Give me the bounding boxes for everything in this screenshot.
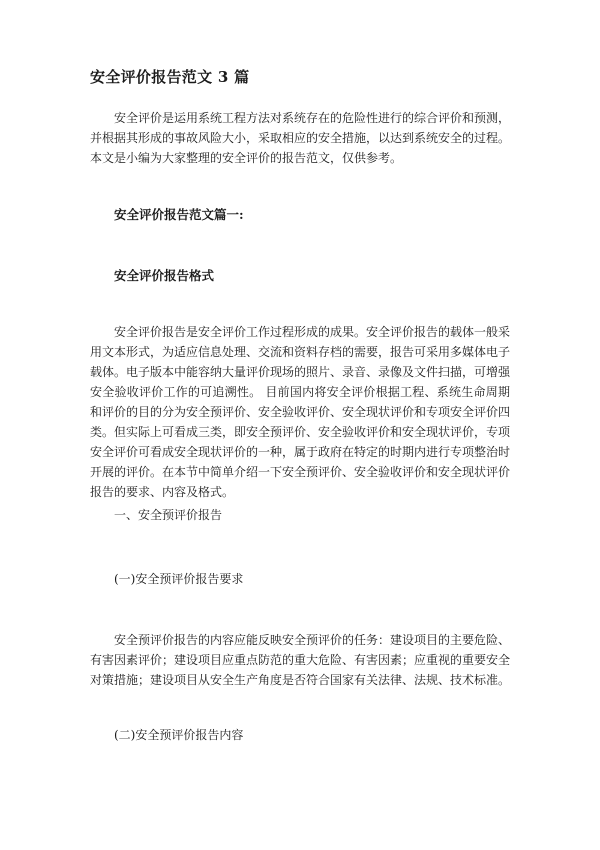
subheading-contents: (二)安全预评价报告内容: [114, 728, 244, 742]
requirements-paragraph: 安全预评价报告的内容应能反映安全预评价的任务：建设项目的主要危险、有害因素评价；建设项目应重点防范的重大危险、有害因素；应重视的重要安全对策措施；建设项目从安全生产角度是否符合国家有关法律、法规、技术标准。: [90, 633, 511, 687]
document-title: 安全评价报告范文 3 篇: [90, 68, 250, 86]
subheading-requirements: (一)安全预评价报告要求: [114, 572, 244, 586]
format-heading: 安全评价报告格式: [114, 268, 215, 283]
body-paragraph: 安全评价报告是安全评价工作过程形成的成果。安全评价报告的载体一般采用文本形式，为适应信息处理、交流和资料存档的需要，报告可采用多媒体电子载体。电子版本中能容纳大量评价现场的照片、录音、录像及文件扫描，可增强安全验收评价工作的可追溯性。 目前国内将安全评价根据工程、系统生命周期和评价的目的分为安全预评价、安全验收评价、安全现状评价和专项安全评价四类。但实际上可看成三类，即安全预评价、安全验收评价和安全现状评价，专项安全评价可看成安全现状评价的一种，属于政府在特定的时期内进行专项整治时开展的评价。在本节中简单介绍一下安全预评价、安全验收评价和安全现状评价报告的要求、内容及格式。: [90, 325, 511, 499]
intro-paragraph: 安全评价是运用系统工程方法对系统存在的危险性进行的综合评价和预测，并根据其形成的事故风险大小，采取相应的安全措施，以达到系统安全的过程。本文是小编为大家整理的安全评价的报告范文，仅供参考。: [90, 111, 511, 165]
subheading-pre-assessment: 一、安全预评价报告: [114, 508, 223, 522]
section-heading-1: 安全评价报告范文篇一:: [114, 207, 244, 222]
